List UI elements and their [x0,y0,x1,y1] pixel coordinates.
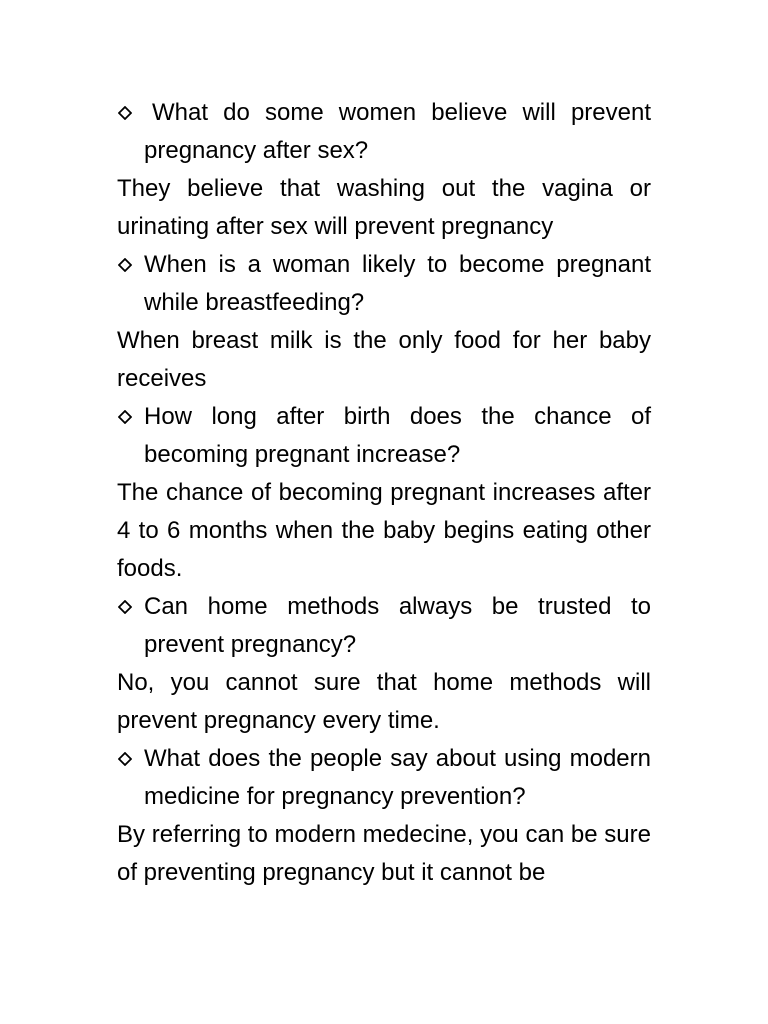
question-text [117,398,651,474]
answer-text: No, you cannot sure that home methods will prevent pregnancy every time. [117,669,651,734]
answer-text: By referring to modern medecine, you can be sure of preventing pregnancy but it cannot be [117,821,651,886]
diamond-outline-icon [118,600,132,614]
diamond-outline-icon [118,106,132,120]
diamond-outline-icon [118,752,132,766]
question-label: How long after birth does the chance of becoming pregnant increase? [144,403,651,468]
answer-text: The chance of becoming pregnant increases after 4 to 6 months when the baby begins eating other foods. [117,479,651,582]
question-label: What does the people say about using modern medicine for pregnancy prevention? [144,745,651,810]
answer-text: When breast milk is the only food for her baby receives [117,327,651,392]
question-label: Can home methods always be trusted to prevent pregnancy? [144,593,651,658]
qa-item [117,398,651,588]
document-page [117,94,651,892]
question-label: What do some women believe will prevent pregnancy after sex? [144,99,651,164]
diamond-outline-icon [118,410,132,424]
question-text [117,246,651,322]
qa-item [117,588,651,740]
question-text [117,740,651,816]
question-text [117,94,651,170]
answer-text: They believe that washing out the vagina or urinating after sex will prevent pregnancy [117,175,651,240]
question-label: When is a woman likely to become pregnant while breastfeeding? [144,251,651,316]
diamond-outline-icon [118,258,132,272]
question-text [117,588,651,664]
qa-item [117,740,651,892]
qa-item [117,246,651,398]
qa-item [117,94,651,246]
